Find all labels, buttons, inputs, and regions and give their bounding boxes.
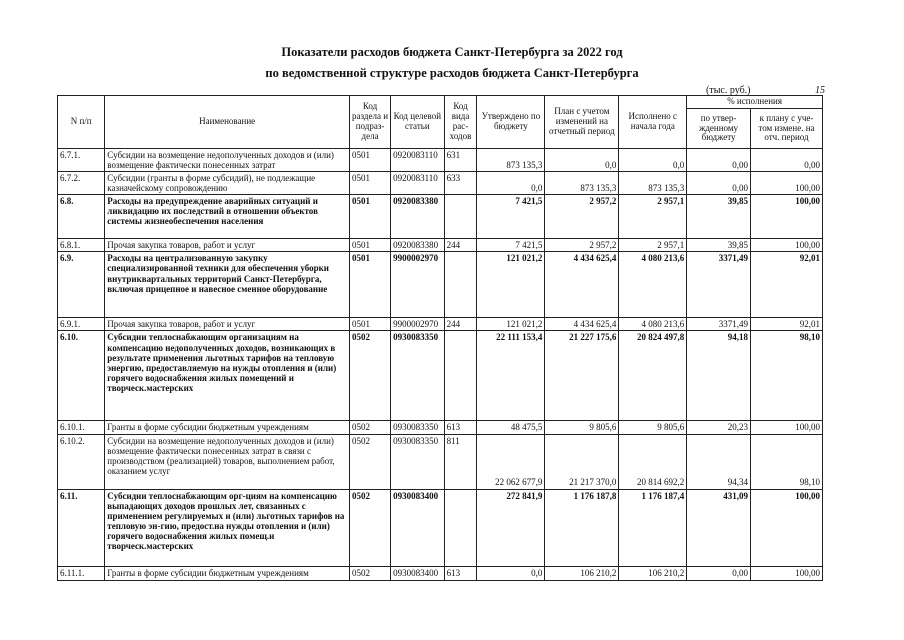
row-statya: 0930083350 [391,331,444,421]
row-name: Субсидии на возмещение недополученных доходов и (или) возмещение фактически понесенных затрат [105,149,350,172]
row-plan: 0,0 [545,149,619,172]
row-pct-plan: 92,01 [750,318,822,331]
row-pct-approved: 39,85 [687,195,751,239]
row-number: 6.7.2. [58,172,105,195]
row-name: Расходы на централизованную закупку специализированной техники для обеспечения уборки внутриквартальных территорий Санкт-Петербурга, включая прицепное и навесное сменное оборудование [105,252,350,318]
row-number: 6.10. [58,331,105,421]
row-pct-approved: 94,18 [687,331,751,421]
header-num: N п/п [58,96,105,149]
row-executed: 20 814 692,2 [619,434,687,489]
table-row [58,172,823,195]
row-statya: 0930083350 [391,434,444,489]
row-name: Субсидии на возмещение недополученных доходов и (или) возмещение фактически понесенных затрат в связи с производством (реализацией) товаров, выполнением работ, оказанием услуг [105,434,350,489]
row-executed: 20 824 497,8 [619,331,687,421]
row-statya: 0930083400 [391,566,444,580]
row-plan: 9 805,6 [545,421,619,434]
row-approved: 121 021,2 [477,318,545,331]
row-vid: 633 [444,172,477,195]
row-razdel: 0502 [350,421,391,434]
row-statya: 0920083110 [391,172,444,195]
table-row [58,434,823,489]
row-pct-approved: 3371,49 [687,318,751,331]
row-vid: 244 [444,239,477,252]
row-executed: 106 210,2 [619,566,687,580]
row-pct-approved: 3371,49 [687,252,751,318]
row-executed: 2 957,1 [619,239,687,252]
header-name: Наименование [105,96,350,149]
row-number: 6.8.1. [58,239,105,252]
row-pct-plan: 100,00 [750,566,822,580]
row-number: 6.10.1. [58,421,105,434]
row-pct-approved: 0,00 [687,172,751,195]
row-name: Субсидии (гранты в форме субсидий), не подлежащие казначейскому сопровождению [105,172,350,195]
row-number: 6.7.1. [58,149,105,172]
row-executed: 4 080 213,6 [619,252,687,318]
row-pct-plan: 98,10 [750,434,822,489]
table-row [58,489,823,566]
row-name: Прочая закупка товаров, работ и услуг [105,239,350,252]
table-body [58,149,823,581]
row-vid: 631 [444,149,477,172]
row-vid: 613 [444,566,477,580]
row-plan: 4 434 625,4 [545,252,619,318]
row-approved: 121 021,2 [477,252,545,318]
table-row [58,566,823,580]
row-razdel: 0501 [350,239,391,252]
row-vid [444,252,477,318]
row-plan: 873 135,3 [545,172,619,195]
row-pct-plan: 100,00 [750,195,822,239]
row-plan: 2 957,2 [545,195,619,239]
header-statya: Код целевой статьи [391,96,444,149]
row-number: 6.9. [58,252,105,318]
row-name: Субсидии теплоснабжающим орг-циям на компенсацию выпадающих доходов прошлых лет, связанных с применением регулируемых и (или) льготных тарифов на тепловую эн-гию, предост.на нужды отопления и (или) горячего водоснабжения жилых помещ.и творческ.мастерских [105,489,350,566]
row-approved: 272 841,9 [477,489,545,566]
table-row [58,331,823,421]
row-number: 6.11.1. [58,566,105,580]
header-vid: Код вида рас-ходов [444,96,477,149]
row-pct-plan: 0,00 [750,149,822,172]
header-plan: План с учетом изменений на отчетный период [545,96,619,149]
row-name: Расходы на предупреждение аварийных ситуаций и ликвидацию их последствий в отношении объектов системы жизнеобеспечения населения [105,195,350,239]
row-approved: 22 111 153,4 [477,331,545,421]
row-approved: 22 062 677,9 [477,434,545,489]
row-razdel: 0501 [350,149,391,172]
row-name: Гранты в форме субсидии бюджетным учреждениям [105,566,350,580]
row-pct-approved: 20,23 [687,421,751,434]
row-plan: 1 176 187,8 [545,489,619,566]
row-statya: 9900002970 [391,252,444,318]
row-statya: 0920083380 [391,195,444,239]
row-razdel: 0501 [350,318,391,331]
row-razdel: 0501 [350,195,391,239]
row-number: 6.10.2. [58,434,105,489]
table-row [58,421,823,434]
row-approved: 0,0 [477,566,545,580]
row-plan: 106 210,2 [545,566,619,580]
row-razdel: 0502 [350,566,391,580]
row-approved: 873 135,3 [477,149,545,172]
row-razdel: 0502 [350,434,391,489]
row-approved: 0,0 [477,172,545,195]
row-pct-plan: 100,00 [750,421,822,434]
row-pct-approved: 431,09 [687,489,751,566]
row-vid [444,195,477,239]
row-executed: 9 805,6 [619,421,687,434]
row-razdel: 0501 [350,252,391,318]
row-razdel: 0501 [350,172,391,195]
row-pct-approved: 94,34 [687,434,751,489]
table-row [58,318,823,331]
row-statya: 0930083400 [391,489,444,566]
header-executed: Исполнено с начала года [619,96,687,149]
row-plan: 21 227 175,6 [545,331,619,421]
row-approved: 7 421,5 [477,195,545,239]
row-statya: 0930083350 [391,421,444,434]
row-pct-plan: 100,00 [750,239,822,252]
row-vid: 244 [444,318,477,331]
header-pct-plan: к плану с уче-том измене. на отч. период [750,109,822,149]
row-number: 6.11. [58,489,105,566]
header-percent: % исполнения [687,96,823,109]
header-pct-approved: по утвер-жденному бюджету [687,109,751,149]
row-approved: 7 421,5 [477,239,545,252]
row-pct-approved: 0,00 [687,149,751,172]
row-pct-plan: 100,00 [750,172,822,195]
row-executed: 0,0 [619,149,687,172]
row-executed: 2 957,1 [619,195,687,239]
row-name: Субсидии теплоснабжающим организациям на компенсацию недополученных доходов, возникающих в результате применения льготных тарифов на тепловую энергию, предоставляемую на нужды отопления и (или) горячего водоснабжения жилых помещений и творческ.мастерских [105,331,350,421]
header-razdel: Код раздела и подраз-дела [350,96,391,149]
row-statya: 0920083110 [391,149,444,172]
row-number: 6.8. [58,195,105,239]
table-row [58,252,823,318]
row-number: 6.9.1. [58,318,105,331]
table-row [58,195,823,239]
row-approved: 48 475,5 [477,421,545,434]
row-pct-plan: 92,01 [750,252,822,318]
table-row [58,239,823,252]
row-vid: 811 [444,434,477,489]
row-razdel: 0502 [350,489,391,566]
row-executed: 873 135,3 [619,172,687,195]
row-pct-approved: 0,00 [687,566,751,580]
row-name: Гранты в форме субсидии бюджетным учреждениям [105,421,350,434]
row-executed: 1 176 187,4 [619,489,687,566]
row-plan: 4 434 625,4 [545,318,619,331]
row-plan: 2 957,2 [545,239,619,252]
row-pct-approved: 39,85 [687,239,751,252]
row-vid [444,331,477,421]
row-name: Прочая закупка товаров, работ и услуг [105,318,350,331]
row-vid [444,489,477,566]
document-title-line-2: по ведомственной структуре расходов бюджета Санкт-Петербурга [265,66,639,80]
row-executed: 4 080 213,6 [619,318,687,331]
row-pct-plan: 100,00 [750,489,822,566]
units-label: (тыс. руб.) [706,85,751,96]
row-statya: 0920083380 [391,239,444,252]
row-statya: 9900002970 [391,318,444,331]
budget-table [57,95,823,581]
row-vid: 613 [444,421,477,434]
row-pct-plan: 98,10 [750,331,822,421]
row-razdel: 0502 [350,331,391,421]
table-row [58,149,823,172]
page-number: 15 [815,85,825,96]
header-approved: Утверждено по бюджету [477,96,545,149]
document-title-line-1: Показатели расходов бюджета Санкт-Петербурга за 2022 год [281,45,623,59]
row-plan: 21 217 370,0 [545,434,619,489]
